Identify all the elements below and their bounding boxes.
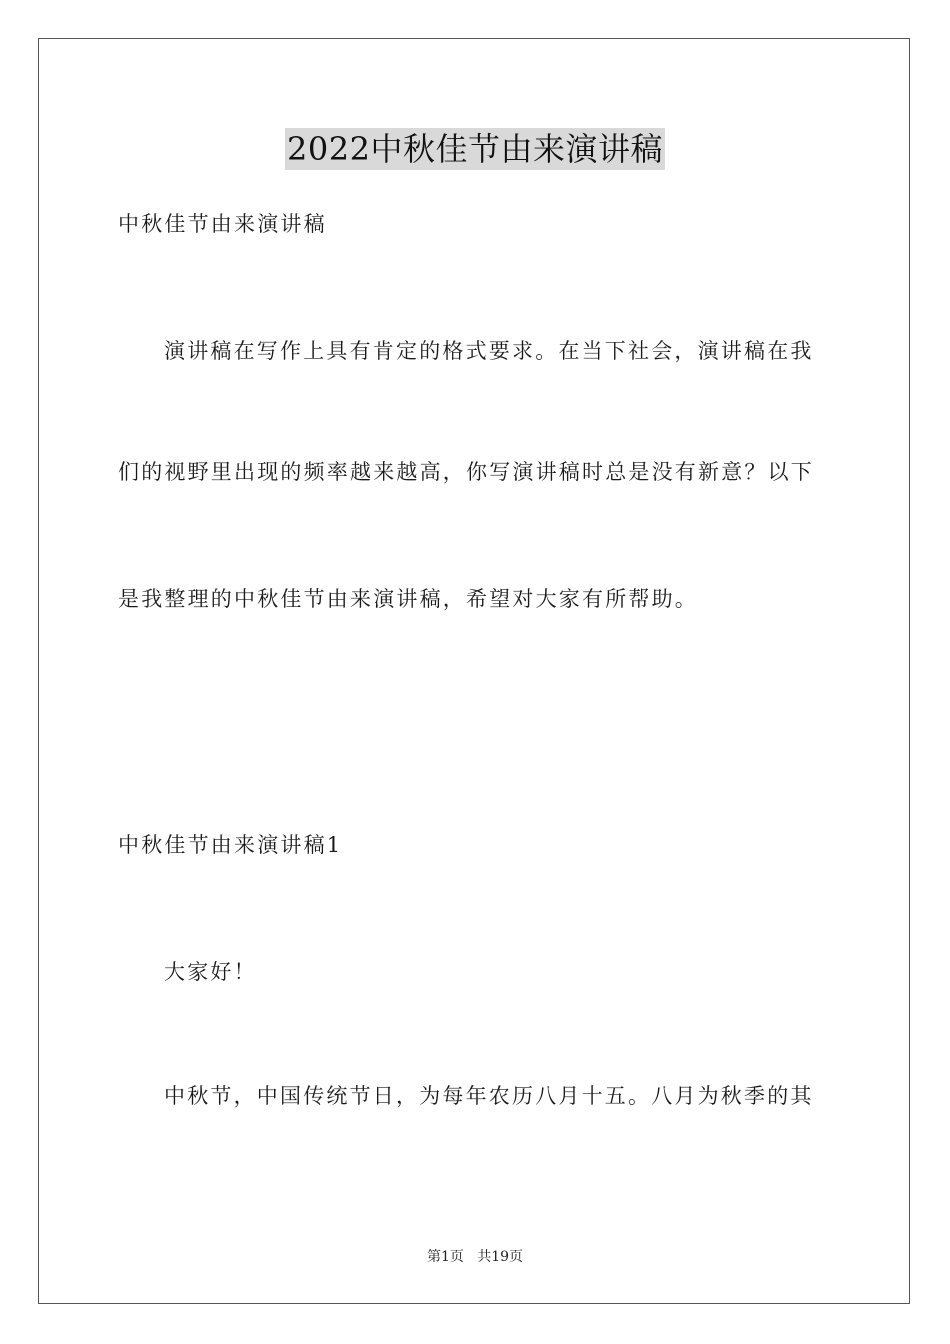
subtitle-line: 中秋佳节由来演讲稿	[118, 212, 327, 236]
paragraph-line: 中秋节，中国传统节日，为每年农历八月十五。八月为秋季的其	[164, 1084, 814, 1108]
paragraph-line: 是我整理的中秋佳节由来演讲稿，希望对大家有所帮助。	[118, 587, 698, 611]
greeting-line: 大家好！	[164, 960, 257, 984]
document-title: 2022中秋佳节由来演讲稿	[287, 130, 663, 168]
paragraph-line: 演讲稿在写作上具有肯定的格式要求。在当下社会，演讲稿在我	[164, 339, 814, 363]
section-heading: 中秋佳节由来演讲稿1	[118, 833, 343, 857]
title-container	[0, 128, 950, 170]
paragraph-line: 们的视野里出现的频率越来越高，你写演讲稿时总是没有新意？以下	[118, 460, 814, 484]
page-footer: 第1页 共19页	[426, 1249, 524, 1265]
